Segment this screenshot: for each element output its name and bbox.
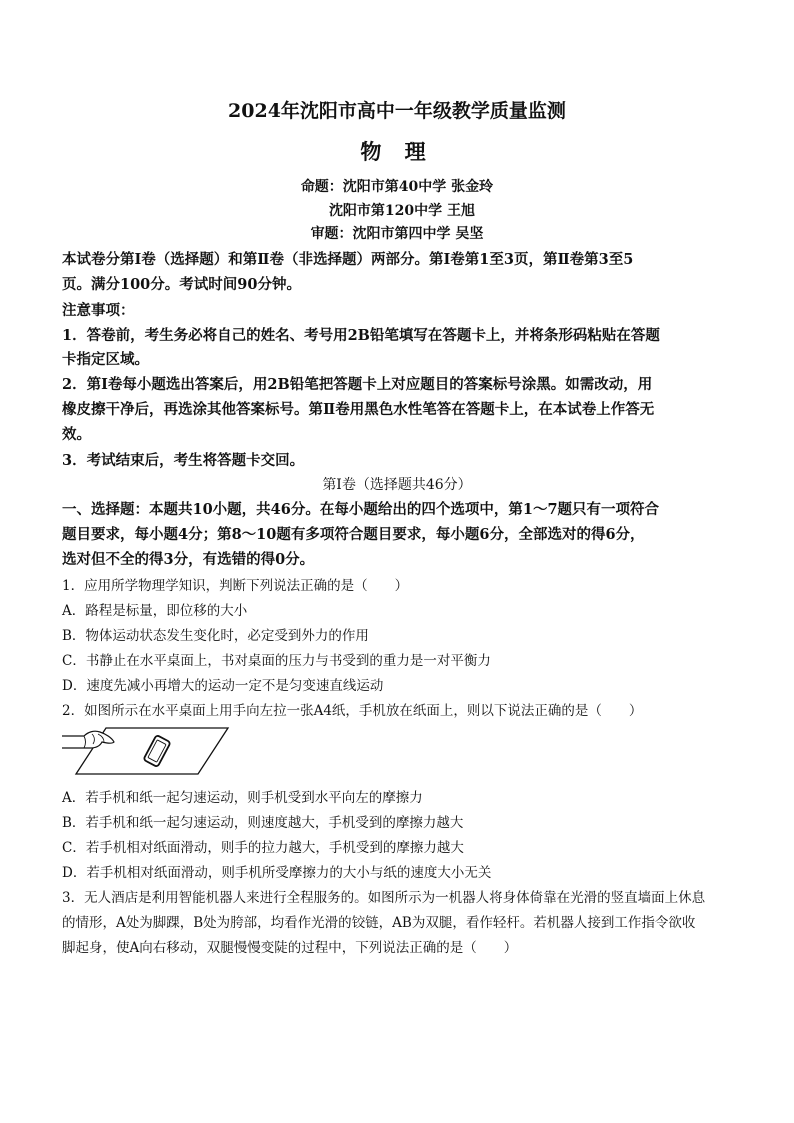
intro-line: 本试卷分第Ⅰ卷（选择题）和第Ⅱ卷（非选择题）两部分。第Ⅰ卷第1至3页，第Ⅱ卷第3至5 [62,251,634,268]
notice-line: 卡指定区域。 [62,351,149,368]
option-c: C．书静止在水平桌面上，书对桌面的压力与书受到的重力是一对平衡力 [62,653,491,669]
notice-line: 2．第Ⅰ卷每小题选出答案后，用2B铅笔把答题卡上对应题目的答案标号涂黑。如需改动，用 [62,376,653,393]
notice-line: 1．答卷前，考生务必将自己的姓名、考号用2B铅笔填写在答题卡上，并将条形码粘贴在答题 [62,327,660,344]
section-title: 第Ⅰ卷（选择题共46分） [322,477,472,493]
option-a: A．路程是标量，即位移的大小 [62,603,248,619]
option-b: B．物体运动状态发生变化时，必定受到外力的作用 [62,628,369,644]
option-d: D．若手机相对纸面滑动，则手机所受摩擦力的大小与纸的速度大小无关 [62,865,492,881]
question-stem: 2．如图所示在水平桌面上用手向左拉一张A4纸，手机放在纸面上，则以下说法正确的是（ ） [62,703,643,719]
notice-heading: 注意事项： [62,302,135,319]
question-stem: 1．应用所学物理学知识，判断下列说法正确的是（ ） [62,578,409,594]
instruction-line: 选对但不全的得3分，有选错的得0分。 [62,551,315,568]
notice-line: 橡皮擦干净后，再选涂其他答案标号。第Ⅱ卷用黑色水性笔答在答题卡上，在本试卷上作答无 [62,401,655,418]
question-stem: 3．无人酒店是利用智能机器人来进行全程服务的。如图所示为一机器人将身体倚靠在光滑的竖直墙面上休息 [62,890,706,906]
instruction-line: 题目要求，每小题4分；第8～10题有多项符合题目要求，每小题6分，全部选对的得6分， [62,526,645,543]
instruction-line: 一、选择题：本题共10小题，共46分。在每小题给出的四个选项中，第1～7题只有一项符合 [62,501,660,518]
author-line: 命题：沈阳市第40中学 张金玲 [300,179,494,195]
option-b: B．若手机和纸一起匀速运动，则速度越大，手机受到的摩擦力越大 [62,815,464,831]
exam-title: 2024年沈阳市高中一年级教学质量监测 [228,100,566,122]
intro-line: 页。满分100分。考试时间90分钟。 [62,276,301,293]
hand-paper-phone-figure [62,722,230,780]
subject-title: 物 理 [360,139,434,164]
author-line: 沈阳市第120中学 王旭 [328,203,476,219]
option-a: A．若手机和纸一起匀速运动，则手机受到水平向左的摩擦力 [62,790,423,806]
reviewer-line: 审题：沈阳市第四中学 吴坚 [310,226,484,242]
option-c: C．若手机相对纸面滑动，则手的拉力越大，手机受到的摩擦力越大 [62,840,464,856]
notice-line: 效。 [62,426,91,443]
notice-line: 3．考试结束后，考生将答题卡交回。 [62,452,305,469]
option-d: D．速度先减小再增大的运动一定不是匀变速直线运动 [62,678,384,694]
question-stem: 的情形，A处为脚踝，B处为胯部，均看作光滑的铰链，AB为双腿，看作轻杆。若机器人接到工作指令欲收 [62,915,696,931]
question-stem: 脚起身，使A向右移动，双腿慢慢变陡的过程中，下列说法正确的是（ ） [62,940,518,956]
